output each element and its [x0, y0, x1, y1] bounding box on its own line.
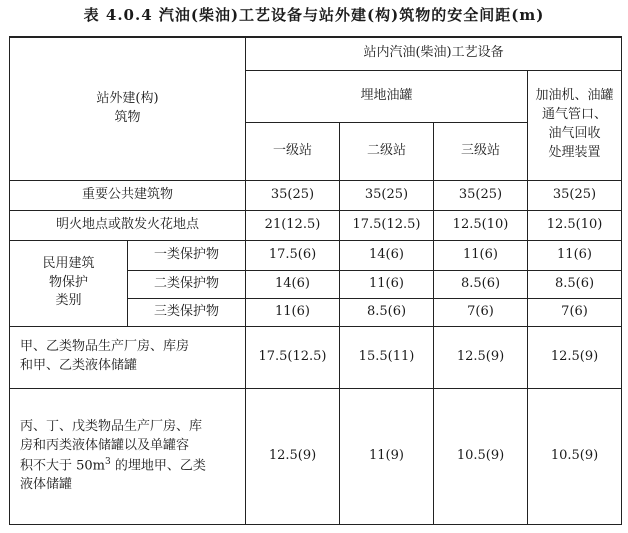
cell-value: 7(6) — [434, 298, 528, 326]
dispenser-line3: 油气回收 — [548, 126, 601, 141]
cell-value: 15.5(11) — [340, 326, 434, 388]
row-label-line: 甲、乙类物品生产厂房、库房 — [20, 339, 190, 355]
cell-value: 12.5(9) — [434, 326, 528, 388]
cell-value: 11(9) — [340, 388, 434, 525]
safety-distance-table — [9, 36, 622, 525]
row-label — [10, 326, 246, 388]
cell-value: 10.5(9) — [434, 388, 528, 525]
row-label-line: 丙、丁、戊类物品生产厂房、库 — [20, 418, 203, 434]
dispenser-line1: 加油机、油罐 — [535, 88, 614, 104]
cell-value: 11(6) — [246, 298, 340, 326]
cell-value: 17.5(12.5) — [340, 210, 434, 240]
cell-value: 12.5(10) — [434, 210, 528, 240]
table-row — [10, 326, 622, 388]
row-label-line: 和甲、乙类液体储罐 — [20, 358, 138, 373]
cell-value: 12.5(9) — [528, 326, 622, 388]
dispenser-line4: 处理装置 — [548, 144, 601, 160]
cell-value: 35(25) — [528, 180, 622, 210]
group-header: 站内汽油(柴油)工艺设备 — [246, 37, 622, 70]
row-header-line1: 站外建(构) — [96, 90, 159, 106]
table-row — [10, 180, 622, 210]
cell-value: 21(12.5) — [246, 210, 340, 240]
cell-value: 14(6) — [246, 270, 340, 298]
civil-label-line1: 民用建筑 — [42, 255, 95, 271]
dispenser-line2: 通气管口、 — [542, 107, 608, 123]
row-label: 三类保护物 — [128, 298, 246, 326]
table-title: 表 4.0.4 汽油(柴油)工艺设备与站外建(构)筑物的安全间距(m) — [83, 6, 545, 24]
cell-value: 12.5(10) — [528, 210, 622, 240]
cell-value: 8.5(6) — [528, 270, 622, 298]
row-label-line: 液体储罐 — [20, 476, 73, 492]
cell-value: 14(6) — [340, 240, 434, 270]
civil-label-line3: 类别 — [55, 293, 82, 309]
row-label: 二类保护物 — [128, 270, 246, 298]
row-label-fragment: 的埋地甲、乙类 — [114, 457, 206, 473]
table-row — [10, 210, 622, 240]
tank-header: 埋地油罐 — [246, 70, 528, 122]
superscript: 3 — [105, 456, 111, 467]
row-label — [10, 388, 246, 525]
row-label-line — [20, 456, 243, 476]
table-row — [10, 240, 622, 270]
cell-value: 10.5(9) — [528, 388, 622, 525]
row-header-cell — [10, 37, 246, 180]
table-row — [10, 388, 622, 525]
level-2-header: 二级站 — [340, 122, 434, 180]
cell-value: 35(25) — [434, 180, 528, 210]
row-label: 明火地点或散发火花地点 — [10, 210, 246, 240]
cell-value: 11(6) — [340, 270, 434, 298]
row-header-line2: 筑物 — [114, 109, 141, 125]
cell-value: 17.5(12.5) — [246, 326, 340, 388]
level-3-header: 三级站 — [434, 122, 528, 180]
cell-value: 12.5(9) — [246, 388, 340, 525]
row-label-fragment: 积不大于 50m — [20, 457, 106, 473]
civil-group-label — [10, 240, 128, 326]
row-label: 重要公共建筑物 — [10, 180, 246, 210]
cell-value: 11(6) — [528, 240, 622, 270]
cell-value: 35(25) — [246, 180, 340, 210]
cell-value: 8.5(6) — [434, 270, 528, 298]
row-label-line: 房和丙类液体储罐以及单罐容 — [20, 437, 190, 453]
cell-value: 11(6) — [434, 240, 528, 270]
level-1-header: 一级站 — [246, 122, 340, 180]
row-label: 一类保护物 — [128, 240, 246, 270]
cell-value: 17.5(6) — [246, 240, 340, 270]
cell-value: 7(6) — [528, 298, 622, 326]
civil-label-line2: 物保护 — [48, 274, 88, 290]
cell-value: 8.5(6) — [340, 298, 434, 326]
dispenser-header — [528, 70, 622, 180]
cell-value: 35(25) — [340, 180, 434, 210]
